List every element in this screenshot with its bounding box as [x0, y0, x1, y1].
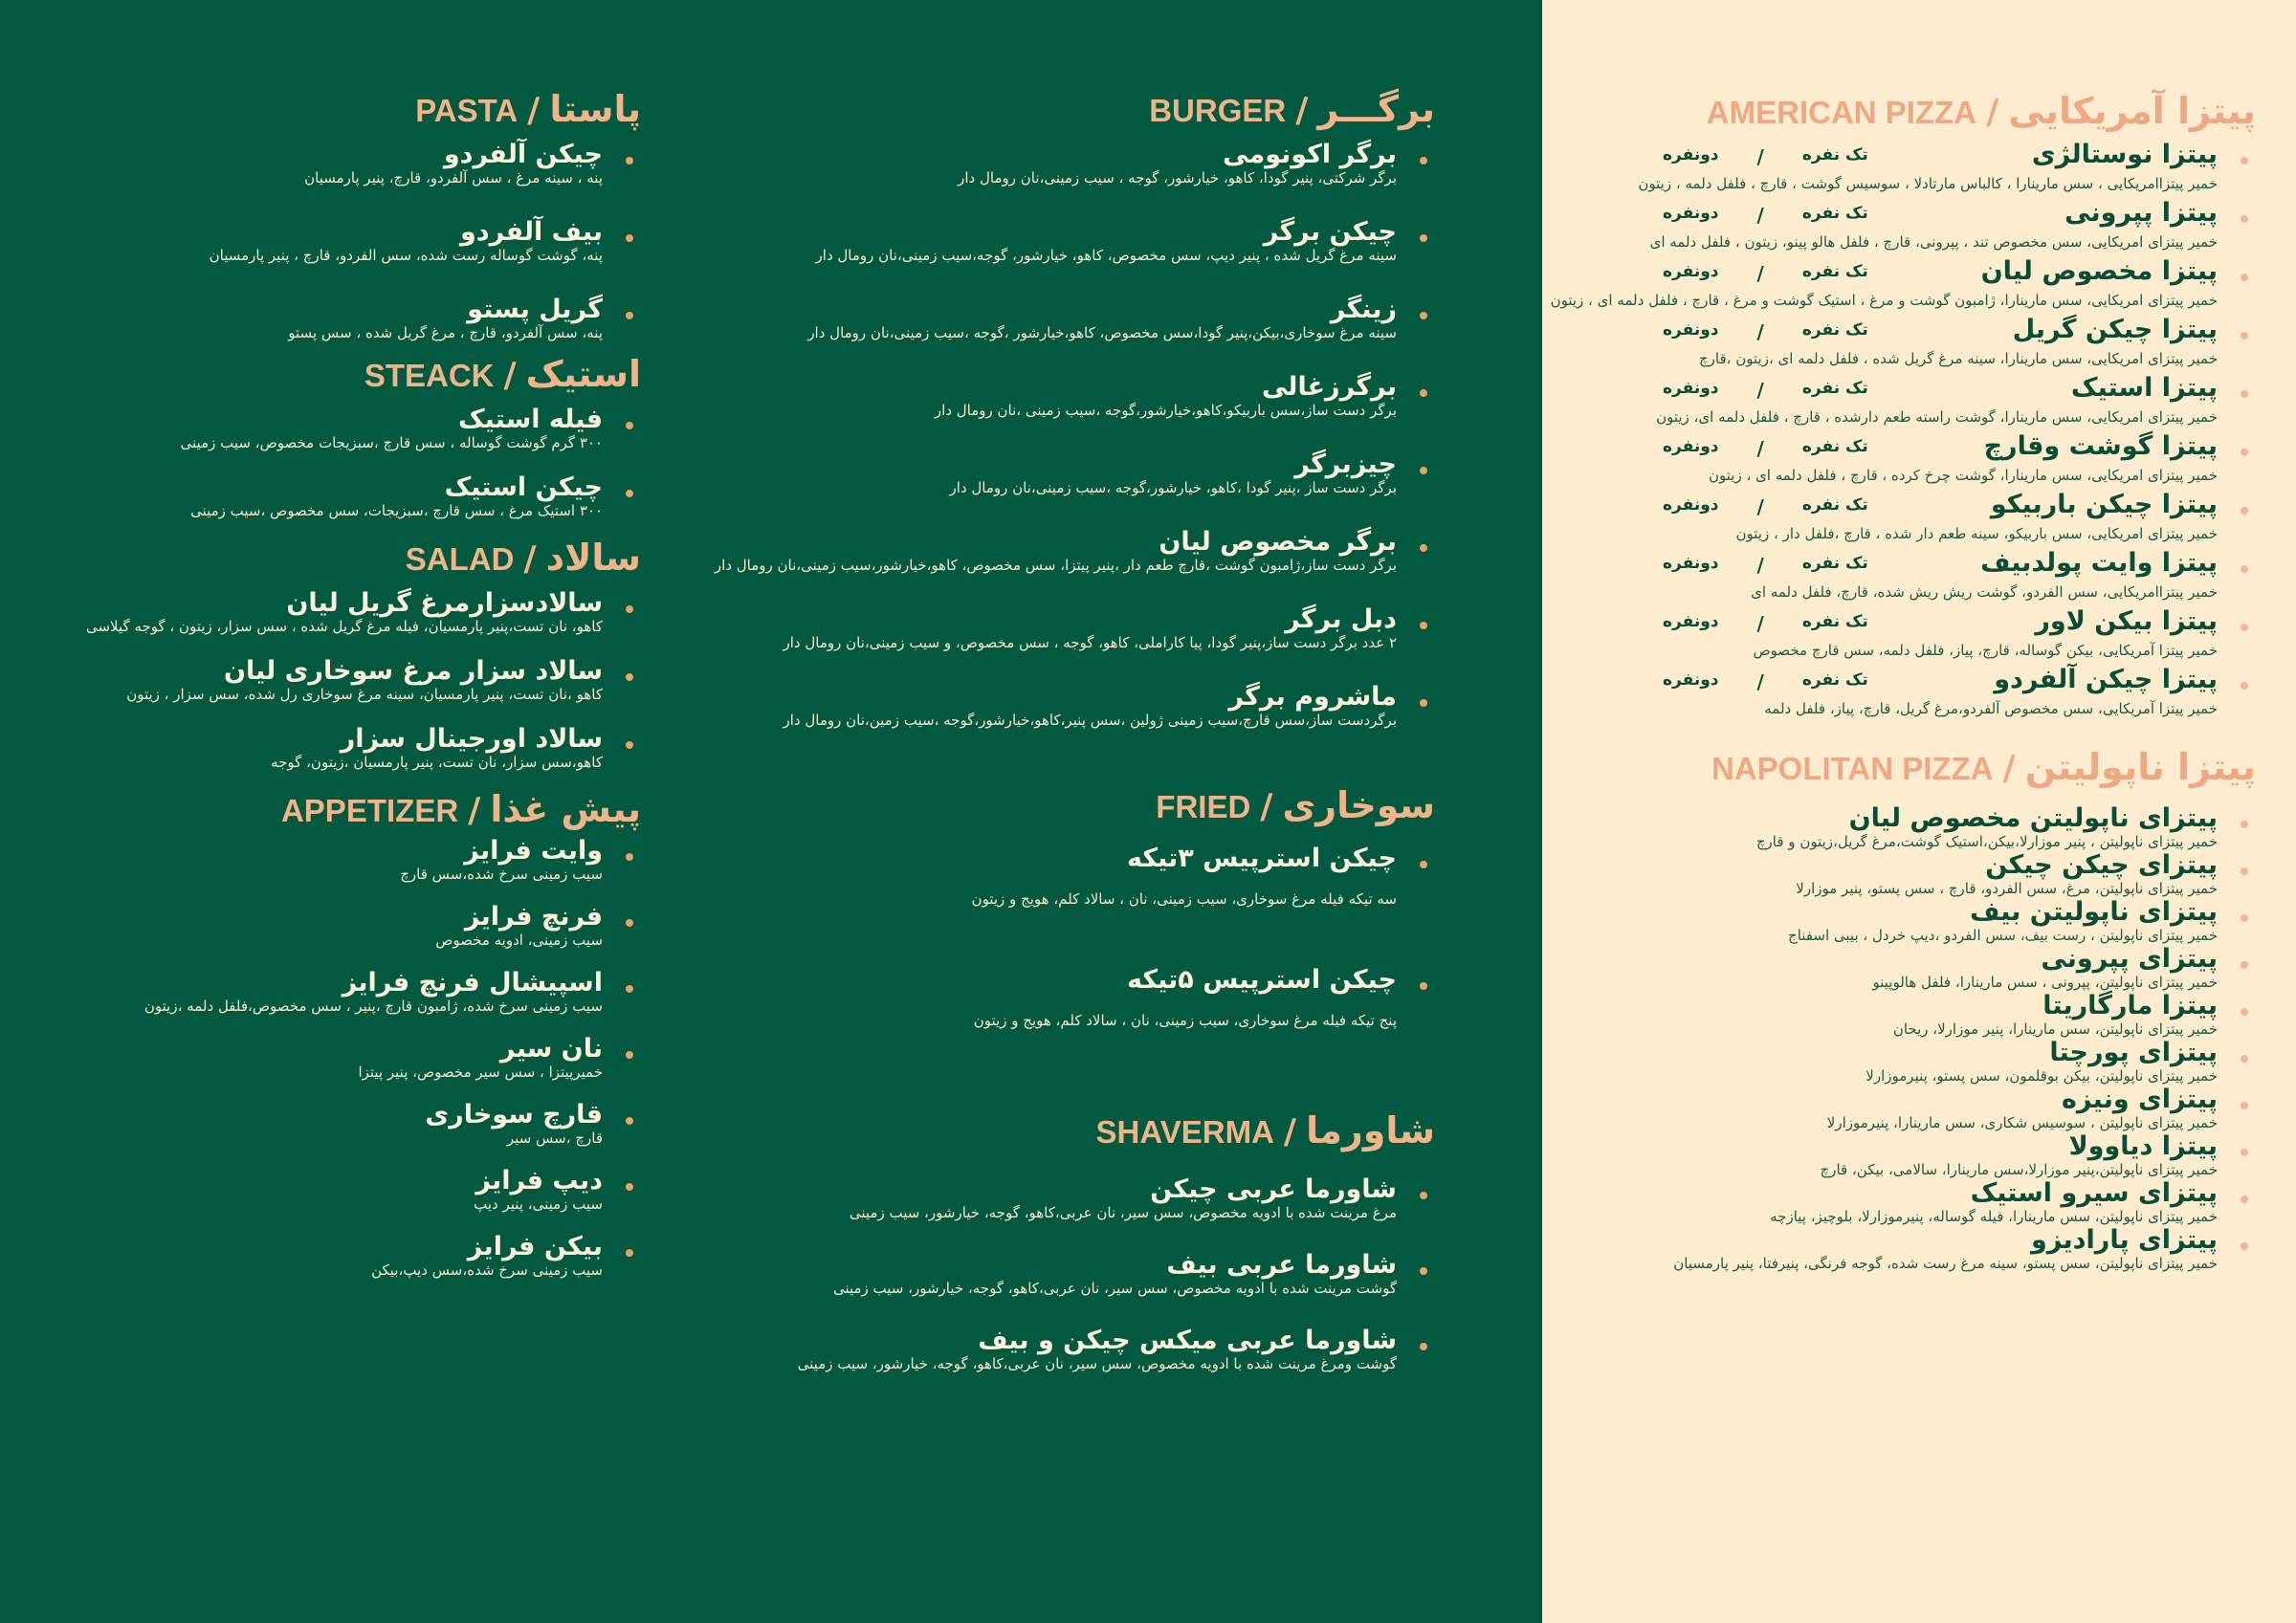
item-name: پیتزا دیاوولا: [2068, 1131, 2218, 1161]
item-name: چیکن آلفردو: [443, 140, 603, 169]
title-en: AMERICAN PIZZA: [1706, 95, 1977, 130]
size-separator: /: [1756, 320, 1764, 343]
title-fa: پاستا: [549, 88, 641, 130]
size-options: [1663, 145, 1868, 168]
title-en: FRIED: [1156, 789, 1251, 824]
menu-item: [85, 588, 641, 635]
size-options: [1663, 670, 1868, 693]
item-desc: سیب زمینی سرخ شده،سس قارچ: [400, 866, 603, 883]
bullet-icon: [1420, 622, 1427, 629]
section-title-american-pizza: [1663, 90, 2256, 132]
bullet-icon: [2241, 449, 2248, 456]
bullet-icon: [2241, 332, 2248, 340]
item-desc: قارچ ،سس سیر: [506, 1130, 603, 1147]
menu-item: [1663, 665, 2256, 717]
item-name: پیتزا مخصوص لیان: [1980, 256, 2218, 286]
size-single-label: تک نفره: [1801, 379, 1868, 398]
bullet-icon: [1420, 234, 1427, 242]
item-name: چیکن استیک: [444, 472, 603, 502]
title-separator: /: [523, 539, 537, 579]
title-en: SHAVERMA: [1095, 1114, 1274, 1150]
bullet-icon: [1420, 467, 1427, 474]
title-en: PASTA: [415, 93, 519, 128]
menu-item: [746, 140, 1435, 186]
item-desc: خمیر پیتزاامریکایی، سس الفردو، گوشت ریش ریش شده، قارچ، فلفل دلمه ای: [1751, 583, 2218, 601]
item-name: پیتزا نوستالژی: [2031, 140, 2218, 169]
item-name: شاورما عربی چیکن: [1150, 1174, 1397, 1204]
size-double-label: دونفره: [1663, 262, 1719, 281]
item-desc: سیب زمینی سرخ شده،سس دیپ،بیکن: [371, 1261, 603, 1279]
size-single-label: تک نفره: [1801, 262, 1868, 281]
size-separator: /: [1756, 495, 1764, 518]
item-desc: خمیر پیتزای ناپولیتن،پنیر موزارلا،سس مارینارا، سالامی، بیکن، قارچ: [1820, 1161, 2218, 1178]
bullet-icon: [2241, 565, 2248, 573]
item-name: پیتزا مارگاریتا: [2042, 991, 2218, 1020]
title-separator: /: [2002, 749, 2016, 788]
size-double-label: دونفره: [1663, 437, 1719, 456]
item-desc: سیب زمینی، پنیر دیپ: [474, 1195, 603, 1213]
item-name: برگر مخصوص لیان: [1159, 527, 1397, 557]
menu-item: [746, 965, 1435, 1029]
size-options: [1663, 320, 1868, 343]
title-separator: /: [527, 91, 541, 130]
title-en: NAPOLITAN PIZZA: [1711, 751, 1994, 786]
item-name: پیتزای پپرونی: [2041, 944, 2218, 974]
item-name: اسپیشال فرنچ فرایز: [342, 968, 603, 998]
title-fa: پیتزا ناپولیتن: [2024, 746, 2256, 788]
menu-item: [1663, 1225, 2256, 1272]
title-en: BURGER: [1149, 93, 1287, 128]
menu-item: [105, 1232, 641, 1279]
bullet-icon: [2241, 961, 2248, 969]
column-left: [85, 88, 641, 1279]
title-fa: سالاد: [545, 537, 641, 579]
size-single-label: تک نفره: [1801, 495, 1868, 515]
menu-item: [1663, 1085, 2256, 1131]
size-separator: /: [1756, 145, 1764, 168]
item-desc: کاهو،سس سزار، نان تست، پنیر پارمسیان ،زیتون، گوجه: [271, 754, 603, 771]
bullet-icon: [2241, 157, 2248, 164]
bullet-icon: [626, 605, 633, 613]
item-name: سالاد سزار مرغ سوخاری لیان: [223, 656, 603, 686]
item-name: پیتزای چیکن چیکن: [1985, 850, 2218, 880]
bullet-icon: [2241, 1149, 2248, 1156]
bullet-icon: [626, 1249, 633, 1257]
item-name: شاورما عربی میکس چیکن و بیف: [978, 1326, 1397, 1355]
menu-item: [746, 1326, 1435, 1372]
item-desc: خمیر پیتزاامریکایی ، سس مارینارا ، کالباس مارتادلا ، سوسیس گوشت ، قارچ ، فلفل دلمه ، زیتون: [1638, 175, 2218, 192]
item-desc: سینه مرغ گریل شده ، پنیر دیپ، سس مخصوص، کاهو، خیارشور، گوجه،سیب زمینی،نان رومال دار: [815, 247, 1397, 264]
item-name: بیکن فرایز: [467, 1232, 603, 1261]
item-name: برگر اکونومی: [1223, 140, 1397, 169]
section-shaverma: [746, 1109, 1435, 1372]
size-separator: /: [1756, 437, 1764, 460]
bullet-icon: [2241, 624, 2248, 631]
item-name: سالاد اورجینال سزار: [340, 724, 603, 754]
item-desc: سیب زمینی، ادویه مخصوص: [435, 932, 603, 949]
menu-item: [1663, 850, 2256, 897]
item-name: پیتزا چیکن آلفردو: [1994, 665, 2218, 694]
item-desc: خمیر پیتزا آمریکایی، بیکن گوساله، قارچ، پیاز، فلفل دلمه، سس قارچ مخصوص: [1753, 642, 2218, 659]
size-double-label: دونفره: [1663, 554, 1719, 573]
section-american-pizza: [1550, 90, 2256, 717]
item-name: نان سیر: [499, 1034, 603, 1064]
item-desc: گوشت مرینت شده با ادویه مخصوص، سس سیر، نان عربی،کاهو، گوجه، خیارشور، سیب زمینی: [832, 1280, 1397, 1297]
title-en: APPETIZER: [280, 793, 459, 828]
item-desc: خمیر پیتزای ناپولیتن، سس مارینارا، فیله گوساله، پنیرموزارلا، بلوچیز، پیازچه: [1770, 1208, 2218, 1225]
bullet-icon: [626, 312, 633, 319]
bullet-icon: [626, 490, 633, 497]
bullet-icon: [2241, 390, 2248, 398]
bullet-icon: [1420, 1192, 1427, 1199]
size-double-label: دونفره: [1663, 204, 1719, 223]
item-name: قارچ سوخاری: [425, 1100, 603, 1130]
bullet-icon: [626, 1051, 633, 1059]
bullet-icon: [626, 985, 633, 993]
menu-item: [746, 604, 1435, 651]
section-title-pasta: [105, 88, 641, 130]
bullet-icon: [626, 853, 633, 861]
size-options: [1663, 554, 1868, 577]
item-desc: برگر دست ساز،سس باربیکو،کاهو،خیارشور،گوجه ،سیب زمینی ،نان رومال دار: [934, 402, 1397, 419]
item-name: برگرزغالی: [1261, 372, 1397, 402]
item-name: دبل برگر: [1285, 604, 1397, 634]
title-separator: /: [468, 791, 481, 830]
bullet-icon: [2241, 1102, 2248, 1109]
size-separator: /: [1756, 379, 1764, 402]
section-title-appetizer: [105, 788, 641, 830]
bullet-icon: [626, 741, 633, 749]
bullet-icon: [626, 1183, 633, 1191]
size-options: [1663, 204, 1868, 227]
bullet-icon: [626, 422, 633, 429]
item-desc: خمیر پیتزای ناپولیتن، پپرونی ، سس مارینارا، فلفل هالوپینو: [1872, 974, 2218, 991]
bullet-icon: [1420, 982, 1427, 990]
menu-item: [1663, 548, 2256, 601]
title-fa: استیک: [525, 353, 641, 395]
title-fa: پیش غذا: [490, 788, 641, 830]
size-options: [1663, 495, 1868, 518]
bullet-icon: [2241, 274, 2248, 281]
item-desc: خمیر پیتزای امریکایی، سس مارینارا، ژامبون گوشت و مرغ ، استیک گوشت و مرغ ، قارچ ، فلفل دلمه ای ، زیتون: [1550, 292, 2218, 309]
item-name: پیتزا بیکن لاور: [2035, 606, 2218, 636]
item-desc: مرغ مرینت شده با ادویه مخصوص، سس سیر، نان عربی،کاهو، گوجه، خیارشور، سیب زمینی: [849, 1204, 1397, 1221]
bullet-icon: [1420, 861, 1427, 868]
column-right: [1550, 90, 2256, 1272]
size-separator: /: [1756, 670, 1764, 693]
bullet-icon: [1420, 389, 1427, 397]
item-desc: برگر دست ساز،ژامبون گوشت ،قارچ طعم دار ،پنیر پیتزا، سس مخصوص، کاهو،خیارشور،سیب زمینی،نان رومال دار: [714, 557, 1397, 574]
size-separator: /: [1756, 554, 1764, 577]
size-single-label: تک نفره: [1801, 554, 1868, 573]
menu-item: [1656, 373, 2256, 426]
item-name: سالادسزارمرغ گریل لیان: [286, 588, 603, 618]
bullet-icon: [2241, 215, 2248, 223]
menu-item: [1663, 991, 2256, 1038]
size-double-label: دونفره: [1663, 670, 1719, 690]
title-en: STEACK: [364, 358, 495, 393]
section-appetizer: [105, 788, 641, 1279]
size-options: [1663, 437, 1868, 460]
item-name: زینگر: [1330, 295, 1397, 324]
size-options: [1663, 262, 1868, 285]
menu-item: [746, 217, 1435, 264]
menu-item: [105, 405, 641, 451]
menu-item: [746, 1250, 1435, 1297]
item-desc: خمیر پیتزای ناپولیتن ، رست بیف، سس الفردو ،دیپ خردل ، بیبی اسفناج: [1788, 927, 2218, 944]
bullet-icon: [2241, 1195, 2248, 1203]
section-title-shaverma: [746, 1109, 1435, 1151]
size-single-label: تک نفره: [1801, 437, 1868, 456]
item-desc: ۳۰۰ گرم گوشت گوساله ، سس قارچ ،سبزیجات مخصوص، سیب زمینی: [180, 434, 603, 451]
item-desc: پنه ، سینه مرغ ، سس آلفردو، قارچ، پنیر پارمسیان: [304, 169, 603, 186]
menu-item: [746, 295, 1435, 341]
item-desc: خمیر پیتزا آمریکایی، سس مخصوص آلفردو،مرغ گریل، قارچ، پیاز، فلفل دلمه: [1764, 700, 2218, 717]
size-double-label: دونفره: [1663, 320, 1719, 340]
menu-item: [1663, 431, 2256, 484]
size-single-label: تک نفره: [1801, 145, 1868, 164]
menu-item: [746, 1174, 1435, 1221]
section-title-fried: [746, 784, 1435, 826]
bullet-icon: [2241, 914, 2248, 922]
bullet-icon: [626, 157, 633, 164]
size-double-label: دونفره: [1663, 495, 1719, 515]
bullet-icon: [626, 919, 633, 927]
size-double-label: دونفره: [1663, 145, 1719, 164]
item-desc: سه تیکه فیله مرغ سوخاری، سیب زمینی، نان ، سالاد کلم، هویج و زیتون: [971, 890, 1397, 908]
item-name: پیتزای ونیزه: [2061, 1085, 2218, 1114]
item-desc: خمیر پیتزای ناپولیتن ، سوسیس شکاری، سس مارینارا، پنیرموزارلا: [1826, 1114, 2218, 1131]
size-double-label: دونفره: [1663, 379, 1719, 398]
size-single-label: تک نفره: [1801, 612, 1868, 631]
menu-item: [1663, 803, 2256, 850]
item-desc: پنه، گوشت گوساله رست شده، سس الفردو، قارچ ، پنیر پارمسیان: [209, 247, 603, 264]
item-desc: برگر شرکتی، پنیر گودا، کاهو، خیارشور، گوجه ، سیب زمینی،نان رومال دار: [958, 169, 1397, 186]
size-separator: /: [1756, 204, 1764, 227]
menu-item: [1663, 315, 2256, 367]
bullet-icon: [1420, 699, 1427, 707]
section-title-steak: [105, 353, 641, 395]
section-napolitan-pizza: [1663, 746, 2256, 1272]
bullet-icon: [626, 234, 633, 242]
title-fa: پیتزا آمریکایی: [2008, 90, 2256, 132]
menu-item: [105, 295, 641, 341]
item-desc: خمیر پیتزای ناپولیتن، سس مارینارا، پنیر موزارلا، ریحان: [1892, 1020, 2218, 1038]
item-desc: پنج تیکه فیله مرغ سوخاری، سیب زمینی، نان ، سالاد کلم، هویج و زیتون: [973, 1012, 1397, 1029]
item-desc: برگر دست ساز ،پنیر گودا ،کاهو، خیارشور،گوجه ،سیب زمینی،نان رومال دار: [949, 479, 1397, 496]
item-name: پیتزای ناپولیتن بیف: [1970, 897, 2218, 927]
section-title-salad: [105, 537, 641, 579]
bullet-icon: [626, 1117, 633, 1125]
item-desc: خمیر پیتزای امریکایی، سس مارینارا، گوشت راسته طعم دارشده ، قارچ ، فلفل دلمه ای، زیتون: [1656, 408, 2218, 426]
item-desc: کاهو، نان تست،پنیر پارمسیان، فیله مرغ گریل شده ، سس سزار، زیتون ، گوجه گیلاسی: [85, 618, 603, 635]
menu-item: [746, 844, 1435, 908]
section-fried: [746, 784, 1435, 1029]
title-en: SALAD: [405, 541, 515, 577]
item-desc: خمیر پیتزای امریکایی، سس مخصوص تند ، پپرونی، قارچ ، فلفل هالو پینو، زیتون ، فلفل دلمه ای: [1649, 233, 2218, 251]
item-name: پیتزا چیکن گریل: [2012, 315, 2218, 344]
menu-item: [1663, 490, 2256, 542]
item-name: چیکن استرپیس ۵تیکه: [1127, 965, 1397, 995]
menu-item: [1550, 256, 2256, 309]
item-name: دیپ فرایز: [475, 1166, 603, 1195]
menu-item: [105, 1034, 641, 1081]
title-fa: سوخاری: [1282, 784, 1435, 826]
item-name: چیکن استرپیس ۳تیکه: [1127, 844, 1397, 873]
bullet-icon: [2241, 682, 2248, 690]
menu-item: [105, 902, 641, 949]
bullet-icon: [2241, 821, 2248, 828]
menu-item: [105, 724, 641, 771]
size-single-label: تک نفره: [1801, 320, 1868, 340]
menu-item: [1663, 897, 2256, 944]
menu-item: [1663, 944, 2256, 991]
item-name: چیکن برگر: [1263, 217, 1397, 247]
item-name: پیتزای پارادیزو: [2030, 1225, 2218, 1255]
menu-item: [714, 527, 1435, 574]
item-desc: برگردست ساز،سس قارچ،سیب زمینی ژولین ،سس پنیر،کاهو،خیارشور،گوجه ،سیب زمین،نان رومال دار: [783, 712, 1397, 729]
menu-item: [105, 968, 641, 1015]
title-separator: /: [1295, 91, 1309, 130]
bullet-icon: [1420, 544, 1427, 552]
item-name: پیتزای پورچتا: [2049, 1038, 2218, 1067]
bullet-icon: [1420, 312, 1427, 319]
section-burger: [714, 88, 1435, 729]
section-steak: [105, 353, 641, 519]
title-fa: شاورما: [1306, 1109, 1435, 1151]
size-separator: /: [1756, 612, 1764, 635]
menu-item: [105, 217, 641, 264]
menu-item: [1663, 1038, 2256, 1085]
menu-item: [746, 372, 1435, 419]
bullet-icon: [2241, 1008, 2248, 1016]
section-salad: [85, 537, 641, 771]
item-name: پیتزای ناپولیتن مخصوص لیان: [1848, 803, 2218, 833]
menu-item: [105, 836, 641, 883]
menu-item: [105, 472, 641, 519]
item-name: پیتزای سیرو استیک: [1970, 1178, 2218, 1208]
item-desc: سینه مرغ سوخاری،بیکن،پنیر گودا،سس مخصوص، کاهو،خیارشور ،گوجه ،سیب زمینی،نان رومال دار: [807, 324, 1397, 341]
item-name: پیتزا چیکن باربیکو: [1990, 490, 2218, 519]
bullet-icon: [1420, 157, 1427, 164]
bullet-icon: [2241, 507, 2248, 515]
size-double-label: دونفره: [1663, 612, 1719, 631]
menu-item: [1663, 1178, 2256, 1225]
item-desc: خمیر پیتزای ناپولیتن ، پنیر موزارلا،بیکن،استیک گوشت،مرغ گریل،زیتون و قارچ: [1755, 833, 2218, 850]
size-single-label: تک نفره: [1801, 670, 1868, 690]
column-middle: [714, 88, 1435, 1372]
item-name: فیله استیک: [458, 405, 603, 434]
menu-item: [1638, 140, 2256, 192]
item-desc: خمیر پیتزای امریکایی، سس باربیکو، سینه طعم دار شده ، قارچ ،فلفل دار ، زیتون: [1735, 525, 2218, 542]
item-desc: خمیر پیتزای ناپولیتن، بیکن بوقلمون، سس پستو، پنیرموزارلا: [1866, 1067, 2218, 1085]
section-title-napolitan-pizza: [1663, 746, 2256, 788]
bullet-icon: [626, 673, 633, 681]
size-separator: /: [1756, 262, 1764, 285]
menu-item: [105, 1100, 641, 1147]
item-name: پیتزا گوشت وقارچ: [1983, 431, 2218, 461]
item-name: پیتزا وایت پولدبیف: [1980, 548, 2218, 578]
item-name: شاورما عربی بیف: [1166, 1250, 1397, 1280]
bullet-icon: [1420, 1343, 1427, 1350]
section-pasta: [105, 88, 641, 341]
item-desc: گوشت ومرغ مرینت شده با ادویه مخصوص، سس سیر، نان عربی،کاهو، گوجه، خیارشور، سیب زمینی: [797, 1355, 1397, 1372]
title-separator: /: [1283, 1112, 1297, 1151]
item-desc: خمیر پیتزای امریکایی، سس مارینارا، سینه مرغ گریل شده ، فلفل دلمه ای ،زیتون ،قارچ: [1698, 350, 2218, 367]
menu-item: [746, 450, 1435, 496]
bullet-icon: [1420, 1267, 1427, 1275]
title-separator: /: [1260, 787, 1273, 826]
section-title-burger: [746, 88, 1435, 130]
size-single-label: تک نفره: [1801, 204, 1868, 223]
menu-item: [1663, 606, 2256, 659]
title-separator: /: [503, 356, 517, 395]
menu-item: [105, 656, 641, 703]
item-name: بیف آلفردو: [460, 217, 603, 247]
item-name: چیزبرگر: [1294, 450, 1397, 479]
item-desc: ۲ عدد برگر دست ساز،پنیر گودا، پیا کاراملی، کاهو، گوجه ، سس مخصوص، و سیب زمینی،نان رومال دار: [783, 634, 1397, 651]
size-options: [1663, 379, 1868, 402]
item-name: ماشروم برگر: [1228, 682, 1397, 712]
bullet-icon: [2241, 1242, 2248, 1250]
item-desc: سیب زمینی سرخ شده، ژامبون قارچ ،پنیر ، سس مخصوص،فلفل دلمه ،زیتون: [144, 998, 603, 1015]
item-name: فرنچ فرایز: [464, 902, 603, 932]
item-name: گریل پستو: [467, 295, 603, 324]
bullet-icon: [2241, 1055, 2248, 1063]
menu-item: [746, 682, 1435, 729]
menu-item: [105, 1166, 641, 1213]
item-desc: خمیر پیتزای امریکایی، سس مارینارا، گوشت چرخ کرده ، قارچ ، فلفل دلمه ای ، زیتون: [1708, 467, 2218, 484]
item-desc: پنه، سس آلفردو، قارچ ، مرغ گریل شده ، سس پستو: [288, 324, 603, 341]
item-desc: خمیر پیتزای ناپولیتن، مرغ، سس الفردو، قارچ ، سس پستو، پنیر موزارلا: [1796, 880, 2218, 897]
item-name: وایت فرایز: [464, 836, 603, 866]
bullet-icon: [2241, 867, 2248, 875]
menu-item: [1649, 198, 2256, 251]
title-separator: /: [1986, 93, 1999, 132]
item-desc: خمیرپیتزا ، سس سیر مخصوص، پنیر پیتزا: [358, 1064, 603, 1081]
item-name: پیتزا پپرونی: [2064, 198, 2218, 228]
menu-item: [1663, 1131, 2256, 1178]
item-desc: کاهو ،نان تست، پنیر پارمسیان، سینه مرغ سوخاری رل شده، سس سزار ، زیتون: [126, 686, 603, 703]
title-fa: برگـــر: [1317, 88, 1435, 130]
item-desc: ۳۰۰ استیک مرغ ، سس قارچ ،سبزیجات، سس مخصوص ،سیب زمینی: [190, 502, 603, 519]
size-options: [1663, 612, 1868, 635]
item-name: پیتزا استیک: [2070, 373, 2218, 403]
item-desc: خمیر پیتزای ناپولیتن، سس پستو، سینه مرغ رست شده، گوجه فرنگی، پنیرفتا، پنیر پارمسیان: [1673, 1255, 2218, 1272]
menu-item: [105, 140, 641, 186]
